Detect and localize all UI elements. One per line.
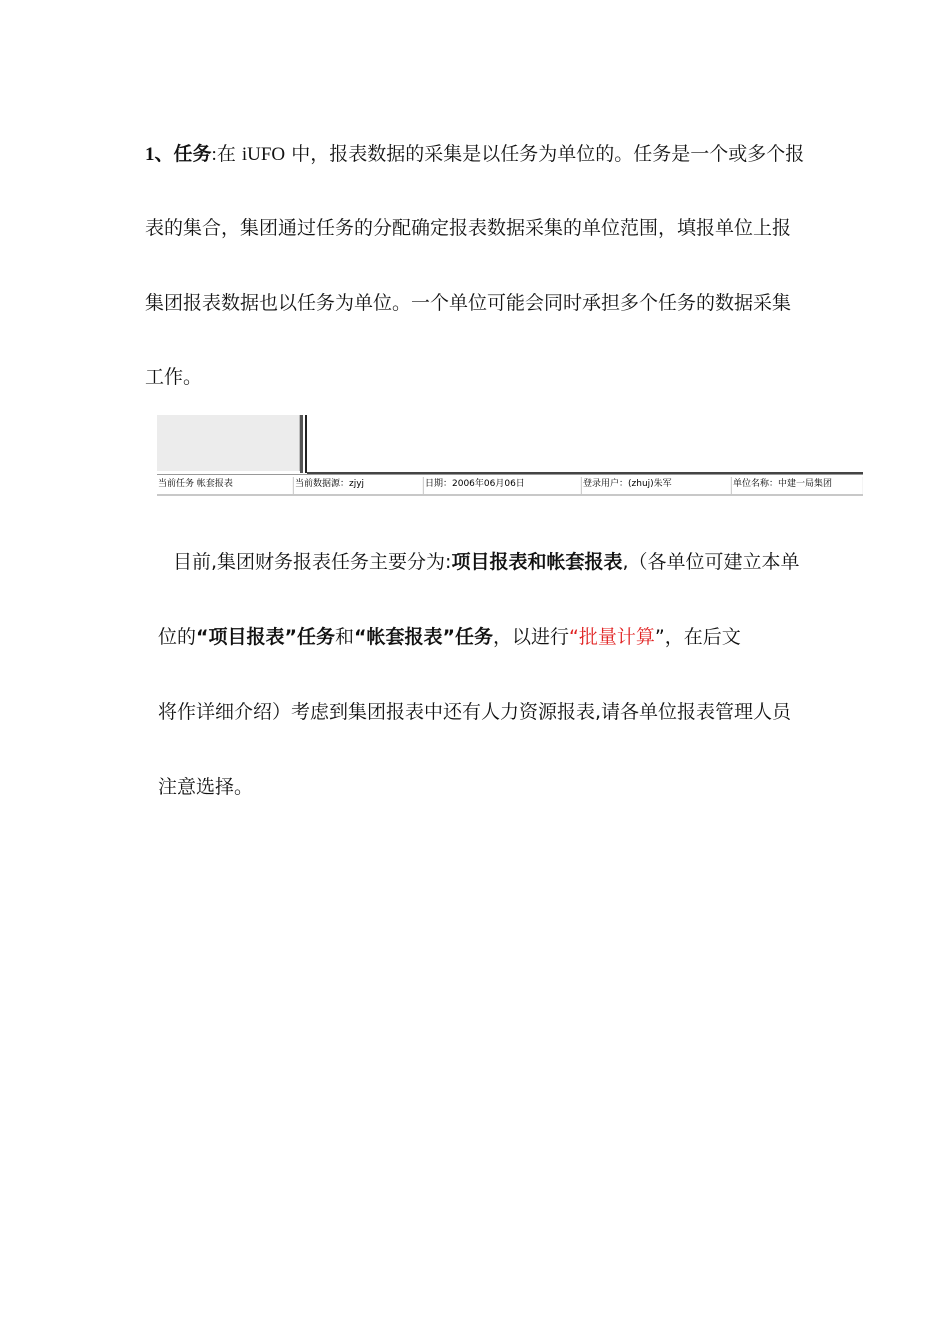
status-top-border bbox=[157, 474, 863, 475]
para2-line1 bbox=[173, 547, 800, 574]
text-segment: ,（各单位可建立本单 bbox=[622, 551, 800, 573]
status-date: 日期：2006年06月06日 bbox=[423, 477, 581, 494]
left-pane bbox=[157, 415, 300, 471]
account-report-task-bold: “帐套报表”任务 bbox=[354, 626, 493, 648]
text-segment: 和 bbox=[335, 626, 355, 648]
status-bottom-border bbox=[157, 494, 863, 496]
batch-calc-highlight: 批量计算 bbox=[578, 626, 655, 648]
project-report-task-bold: “项目报表”任务 bbox=[196, 626, 335, 648]
app-screenshot-strip bbox=[157, 415, 863, 498]
task-types-bold: 项目报表和帐套报表 bbox=[451, 551, 623, 573]
text-segment: ，在后文 bbox=[664, 626, 741, 648]
status-login-user: 登录用户：(zhuj)朱军 bbox=[581, 477, 731, 494]
status-unit-name: 单位名称：中建一局集团 bbox=[731, 477, 863, 494]
text-segment: 在 bbox=[216, 143, 242, 165]
product-name: iUFO bbox=[241, 144, 286, 165]
para2-line4: 注意选择。 bbox=[158, 776, 254, 798]
status-current-datasource: 当前数据源：zjyj bbox=[293, 477, 423, 494]
item-number: 1、 bbox=[145, 144, 174, 165]
text-segment: 目前,集团财务报表任务主要分为: bbox=[173, 551, 452, 573]
status-bar bbox=[157, 477, 863, 494]
quote-close: ” bbox=[654, 626, 665, 648]
splitter-edge bbox=[305, 415, 307, 473]
para1-line4: 工作。 bbox=[145, 366, 203, 388]
quote-open: “ bbox=[569, 626, 579, 648]
separator: : bbox=[211, 144, 217, 165]
text-segment: 位的 bbox=[158, 626, 197, 648]
para2-line2 bbox=[158, 622, 741, 649]
para1-line2: 表的集合，集团通过任务的分配确定报表数据采集的单位范围，填报单位上报 bbox=[145, 217, 792, 239]
para2-line3: 将作详细介绍）考虑到集团报表中还有人力资源报表,请各单位报表管理人员 bbox=[158, 701, 792, 723]
para1-line3: 集团报表数据也以任务为单位。一个单位可能会同时承担多个任务的数据采集 bbox=[145, 292, 792, 314]
text-segment: 中，报表数据的采集是以任务为单位的。任务是一个或多个报 bbox=[285, 143, 805, 165]
splitter-bar[interactable] bbox=[300, 415, 303, 473]
text-segment: ，以进行 bbox=[493, 626, 570, 648]
status-current-task: 当前任务 帐套报表 bbox=[157, 477, 293, 494]
term-task: 任务 bbox=[173, 143, 212, 165]
para1-line1 bbox=[145, 139, 804, 166]
